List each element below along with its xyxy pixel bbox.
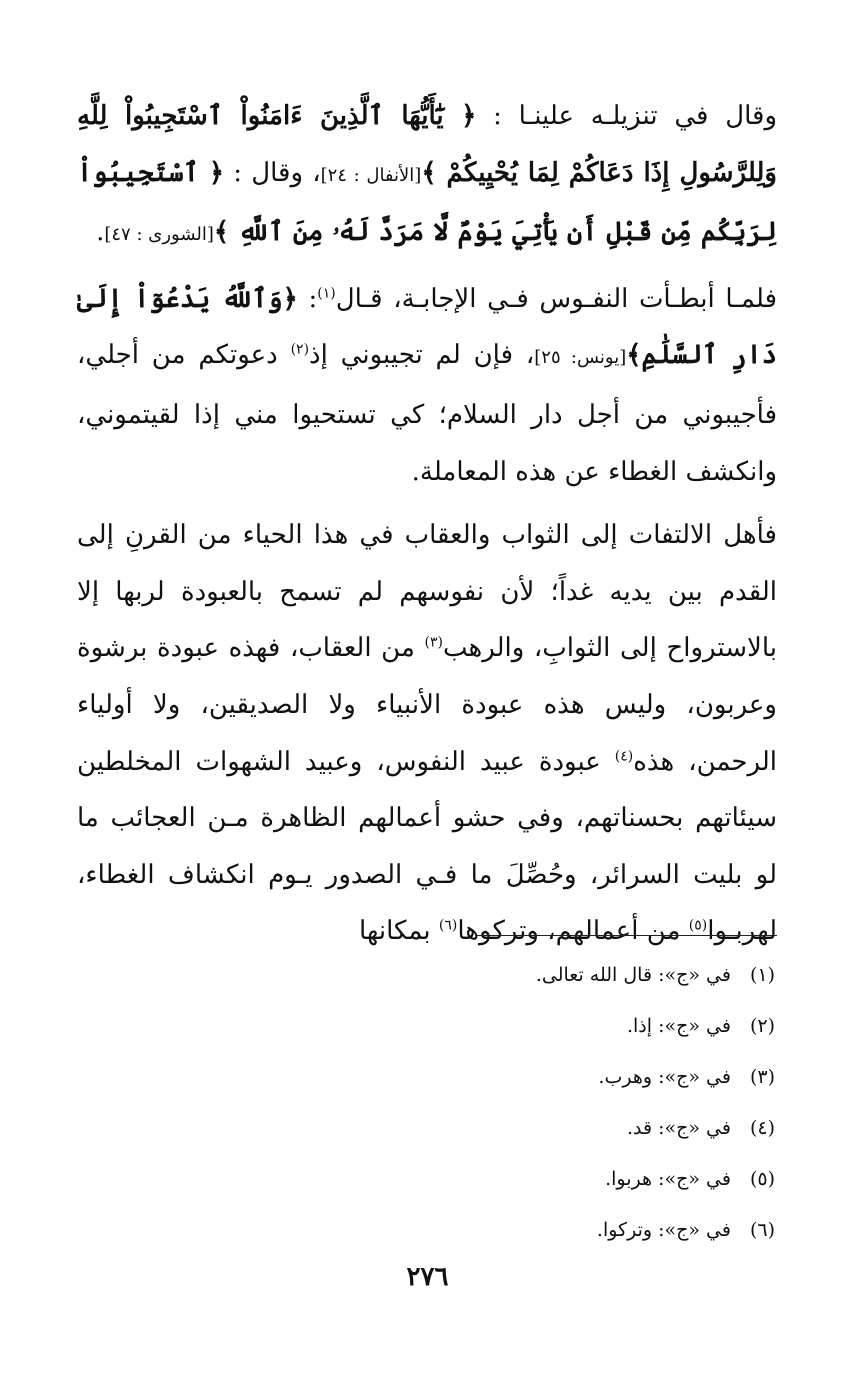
footnote-number: (٤): [749, 1117, 775, 1139]
verse-reference-shura: [الشورى : ٤٧]: [104, 224, 214, 246]
footnote-text: في «ج»: قال الله تعالى.: [535, 964, 731, 986]
footnote-text: في «ج»: قد.: [626, 1117, 731, 1139]
footnote-item: [135, 1052, 775, 1103]
footnote-marker-4[interactable]: (٤): [614, 747, 634, 764]
footnote-marker-3[interactable]: (٣): [424, 634, 443, 651]
quran-verse-shura: ﴿ ٱسْتَجِيبُواْ لِرَبِّكُم مِّن قَبْلِ أَن يَأْتِيَ يَوْمٌ لَّا مَرَدَّ لَهُۥ مِنَ ٱللَّهِ ﴾: [77, 157, 777, 248]
footnote-text: في «ج»: وتركوا.: [596, 1219, 731, 1241]
para2-intro: فلمـا أبطـأت النفـوس فـي الإجابـة، قـال: [335, 283, 777, 314]
para1-end: .: [96, 217, 105, 248]
footnote-marker-1[interactable]: (١): [317, 285, 336, 302]
paragraph-3: [77, 507, 777, 960]
para1-mid: ، وقال :: [224, 157, 321, 188]
footnote-text: في «ج»: هربوا.: [605, 1168, 731, 1190]
para1-intro: وقال في تنزيلـه علينـا :: [476, 101, 777, 131]
footnote-number: (٣): [749, 1066, 775, 1088]
footnote-item: [135, 1001, 775, 1052]
footnote-marker-5[interactable]: (٥): [688, 917, 708, 934]
footnote-marker-2[interactable]: (٢): [290, 341, 310, 358]
para3-text-c: عبودة عبيد النفوس، وعبيد الشهوات المخلطين سيئاتهم بحسناتهم، وفي حشو أعمالهم الظاهرة مـن العجائب ما لو بليت السرائر، وحُصِّلَ ما فـي الصدور يـوم انكشاف الغطاء، لهربـوا: [77, 746, 777, 947]
paragraph-1: [77, 88, 777, 264]
page-number: ٢٧٦: [406, 1262, 449, 1292]
footnote-separator: [477, 935, 777, 936]
para3-text-e: بمكانها: [358, 916, 439, 947]
para2-text-a: ، فإن لم تجيبوني إذ: [309, 340, 535, 371]
footnote-item: [135, 1103, 775, 1154]
footnote-number: (٦): [749, 1219, 775, 1241]
para3-text-b: من العقاب، فهذه عبودة برشوة وعربون، وليس هذه عبودة الأنبياء ولا الصديقين، ولا أولياء الرحمن، هذه: [77, 633, 777, 777]
footnote-number: (١): [749, 964, 775, 986]
paragraph-2: [77, 271, 777, 500]
footnote-number: (٢): [749, 1015, 775, 1037]
footnote-text: في «ج»: إذا.: [626, 1015, 731, 1037]
quran-verse-anfal: ﴿ يَٰٓأَيُّهَا ٱلَّذِينَ ءَامَنُواْ ٱسْتَجِيبُواْ لِلَّهِ وَلِلرَّسُولِ إِذَا دَعَاكُمْ لِمَا يُحْيِيكُمْ ﴾: [77, 101, 777, 188]
para3-text-d: من أعمالهم، وتركوها: [457, 916, 689, 947]
footnote-item: [135, 1205, 775, 1256]
quran-verse-yunus: ﴿وَٱللَّهُ يَدْعُوٓاْ إِلَىٰ دَارِ ٱلسَّلَٰمِ﴾: [77, 283, 777, 371]
para3-text-a: فأهل الالتفات إلى الثواب والعقاب في هذا الحياء من القرنِ إلى القدم بين يديه غداً؛ لأن نفوسهم لم تسمح بالعبودة لربها إلا بالاسترواح إلى الثوابِ، والرهب: [77, 520, 777, 664]
page-body: [77, 88, 777, 960]
para2-colon: :: [297, 283, 318, 314]
verse-reference-anfal: [الأنفال : ٢٤]: [320, 164, 422, 186]
footnote-text: في «ج»: وهرب.: [598, 1066, 731, 1088]
footnote-number: (٥): [749, 1168, 775, 1190]
footnote-item: [135, 1154, 775, 1205]
footnote-marker-6[interactable]: (٦): [438, 917, 458, 934]
verse-reference-yunus: [يونس: ٢٥]: [534, 347, 627, 369]
para2-text-b: دعوتكم من أجلي، فأجيبوني من أجل دار السلام؛ كي تستحيوا مني إذا لقيتموني، وانكشف الغطاء عن هذه المعاملة.: [77, 340, 777, 487]
footnote-item: [135, 950, 775, 1001]
footnotes-list: [135, 950, 775, 1256]
